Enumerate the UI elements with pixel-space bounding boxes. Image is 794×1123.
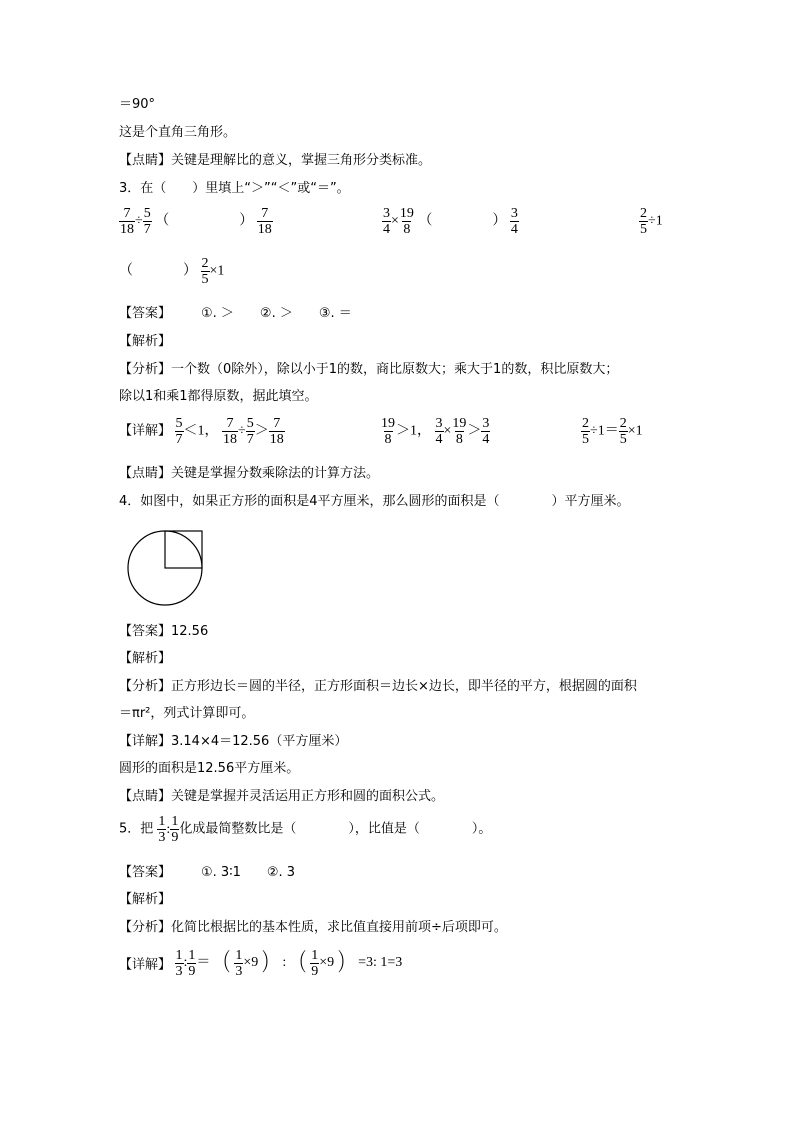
fraction: $\frac{2}{5}$ xyxy=(582,416,589,447)
answer-line xyxy=(119,864,295,882)
text-line: 这是个直角三角形。 xyxy=(119,125,237,140)
fraction: $\frac{7}{18}$ xyxy=(120,206,134,237)
answer-blank: （ xyxy=(119,263,133,279)
xiangjie-part-3: $\frac{2}{5}$ ÷1＝ $\frac{2}{5}$ ×1 xyxy=(582,416,643,447)
answer-blank: （ xyxy=(155,213,170,229)
fraction: $\frac{19}{8}$ xyxy=(399,206,414,237)
fraction: $\frac{7}{18}$ xyxy=(223,416,238,447)
fraction: $\frac{1}{9}$ xyxy=(171,814,179,845)
dianjing-line: 【点睛】关键是掌握并灵活运用正方形和圆的面积公式。 xyxy=(119,789,445,804)
xiangjie-line-5: 【详解】 $\frac{1}{3}$ : $\frac{1}{9}$ ＝ （ $\frac{1}{3}$ ×9 ） : （ $\frac{1}{9}$ ×9 ） =3: 1=3 xyxy=(119,943,402,983)
fraction: $\frac{5}{7}$ xyxy=(175,416,183,447)
fenxi-line: 除以1和乘1都得原数，据此填空。 xyxy=(119,389,318,404)
fraction: $\frac{2}{5}$ xyxy=(201,256,209,287)
answer-value: ①. ＞ ②. ＞ ③. ＝ xyxy=(201,306,352,321)
xiangjie-label: 【详解】 xyxy=(119,957,172,973)
paren-open: （ xyxy=(214,950,231,976)
jiexi-label: 【解析】 xyxy=(119,892,172,907)
fenxi-line: ＝πr²，列式计算即可。 xyxy=(119,706,255,721)
paren-open: （ xyxy=(289,950,307,976)
question-4: 4．如图中，如果正方形的面积是4平方厘米，那么圆形的面积是（ ）平方厘米。 xyxy=(119,494,630,509)
jiexi-label: 【解析】 xyxy=(119,651,172,666)
fraction: $\frac{19}{8}$ xyxy=(452,416,467,447)
xiangjie-part-2: $\frac{19}{8}$ ＞1， $\frac{3}{4}$ × $\frac{19}{8}$ ＞ $\frac{3}{4}$ xyxy=(381,416,490,447)
dianjing-line: 【点睛】关键是掌握分数乘除法的计算方法。 xyxy=(119,466,380,481)
xiangjie-line: 【详解】3.14×4＝12.56（平方厘米） xyxy=(119,734,348,749)
fraction: $\frac{2}{5}$ xyxy=(619,416,627,447)
question-3: 3．在（ ）里填上“＞”“＜”或“＝”。 xyxy=(119,181,350,196)
fraction: $\frac{1}{3}$ xyxy=(158,814,166,845)
q3-expr-1: $\frac{7}{18}$ ÷ $\frac{5}{7}$ （ ） $\frac{7}{18}$ xyxy=(120,206,272,237)
answer-blank-close: ） xyxy=(239,213,254,229)
paren-close: ） xyxy=(261,950,279,976)
fraction: $\frac{1}{3}$ xyxy=(175,947,183,979)
answer-value: ①. 3∶1 ②. 3 xyxy=(201,865,296,880)
fraction: $\frac{3}{4}$ xyxy=(510,206,518,237)
fraction: $\frac{1}{3}$ xyxy=(235,947,243,979)
q3-expr-3b: （ ） $\frac{2}{5}$ ×1 xyxy=(119,256,225,287)
fraction: $\frac{2}{5}$ xyxy=(640,206,647,237)
q3-expr-2: $\frac{3}{4}$ × $\frac{19}{8}$ （ ） $\frac{3}{4}$ xyxy=(383,206,518,237)
fraction: $\frac{19}{8}$ xyxy=(381,416,395,447)
answer-label: 【答案】 xyxy=(119,865,172,880)
fraction: $\frac{1}{9}$ xyxy=(188,947,196,979)
fenxi-line: 【分析】化简比根据比的基本性质，求比值直接用前项÷后项即可。 xyxy=(119,920,507,935)
answer-blank: （ xyxy=(418,213,433,229)
fraction: $\frac{3}{4}$ xyxy=(482,416,490,447)
xiangjie-line: 【详解】 $\frac{5}{7}$ ＜1， $\frac{7}{18}$ ÷ $\frac{5}{7}$ ＞ $\frac{7}{18}$ xyxy=(119,416,284,447)
fraction: $\frac{3}{4}$ xyxy=(383,206,390,237)
fraction: $\frac{3}{4}$ xyxy=(435,416,443,447)
answer-line: 【答案】12.56 xyxy=(119,624,209,639)
fraction: $\frac{5}{7}$ xyxy=(246,416,254,447)
circle-square-figure xyxy=(124,528,224,628)
q3-expr-3: $\frac{2}{5}$ ÷1 xyxy=(640,206,663,237)
question-5: 5．把 $\frac{1}{3}$ : $\frac{1}{9}$ 化成最简整数比是（ ），比值是（ ）。 xyxy=(119,814,492,845)
answer-blank-close: ） xyxy=(492,213,507,229)
xiangjie-label: 【详解】 xyxy=(119,423,172,439)
fraction: $\frac{1}{9}$ xyxy=(311,947,319,979)
fenxi-line: 【分析】一个数（0除外），除以小于1的数，商比原数大；乘大于1的数，积比原数大； xyxy=(119,362,619,377)
fenxi-line: 【分析】正方形边长＝圆的半径，正方形面积＝边长×边长，即半径的平方，根据圆的面积 xyxy=(119,679,637,694)
text-line: 圆形的面积是12.56平方厘米。 xyxy=(119,761,300,776)
jiexi-label: 【解析】 xyxy=(119,334,172,349)
fraction: $\frac{7}{18}$ xyxy=(269,416,284,447)
answer-blank-close: ） xyxy=(183,263,197,279)
answer-line xyxy=(119,305,352,323)
fraction: $\frac{5}{7}$ xyxy=(143,206,151,237)
dianjing-line: 【点睛】关键是理解比的意义，掌握三角形分类标准。 xyxy=(119,153,432,168)
text-line: ＝90° xyxy=(119,97,156,112)
fraction: $\frac{7}{18}$ xyxy=(257,206,272,237)
paren-close: ） xyxy=(337,950,355,976)
answer-label: 【答案】 xyxy=(119,306,172,321)
